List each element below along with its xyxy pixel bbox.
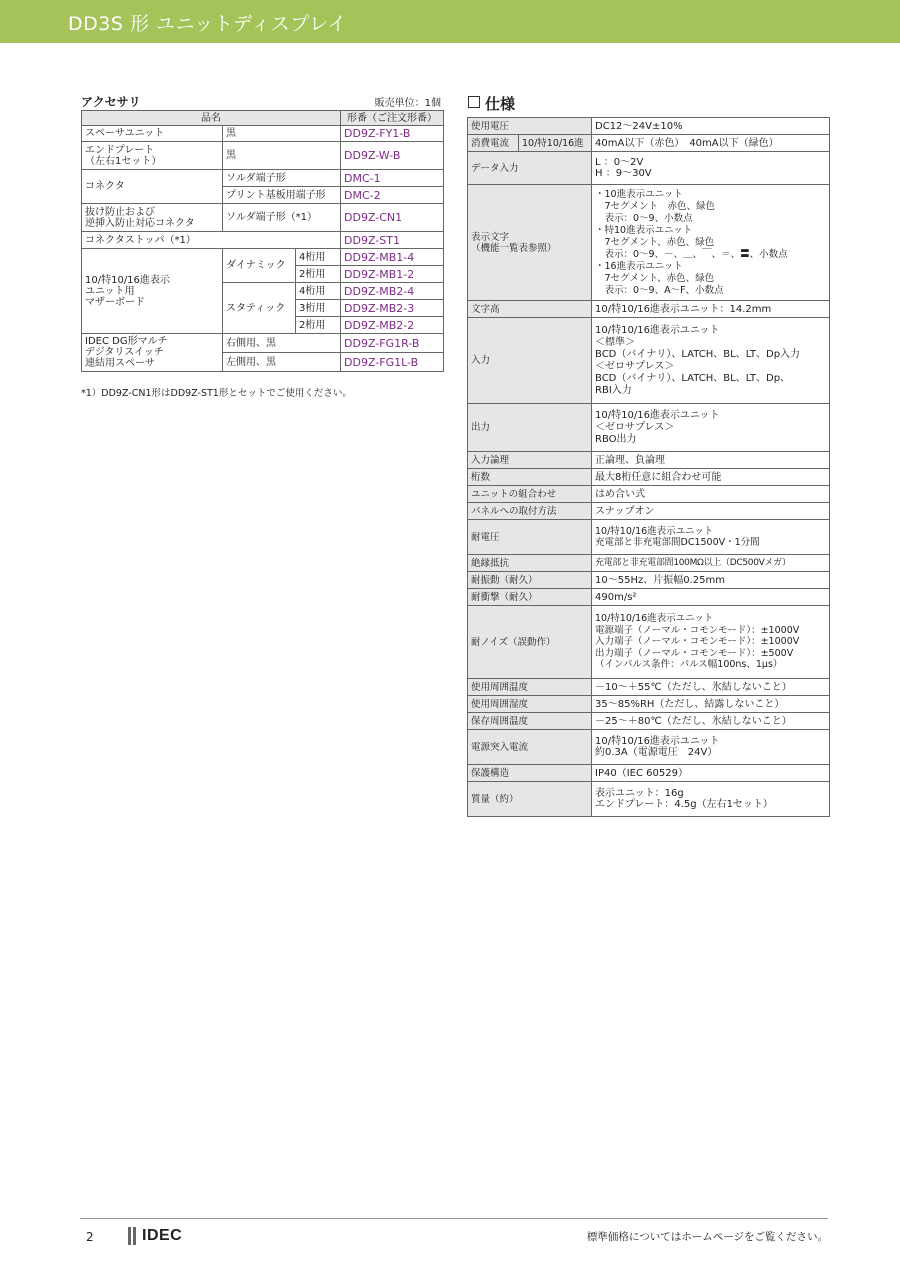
sales-unit: 販売単位：1個 [374, 98, 441, 109]
page-number: 2 [86, 1230, 94, 1244]
spec-value: 10～55Hz、片振幅0.25mm [592, 572, 830, 589]
spec-key: 使用周囲温度 [468, 679, 592, 696]
logo-bar [128, 1227, 131, 1245]
spec-value: －25～＋80℃（ただし、氷結しないこと） [592, 713, 830, 730]
spec-value: 最大8桁任意に組合わせ可能 [592, 469, 830, 486]
spec-heading [468, 93, 515, 114]
spec-value: 10/特10/16進表示ユニット 電源端子（ノーマル・コモンモード）：±1000V 入力端子（ノーマル・コモンモード）：±1000V 出力端子（ノーマル・コモンモード）：±500V （インパルス条件：パルス幅100ns、1μs） [592, 606, 830, 679]
logo-wordmark: IDEC [142, 1227, 183, 1244]
spec-value: DC12～24V±10% [592, 118, 830, 135]
spec-key: 文字高 [468, 301, 592, 318]
item-name: コネクタ [82, 170, 223, 204]
col-header-name: 品名 [82, 111, 341, 126]
item-code: DD9Z-MB2-2 [341, 317, 444, 334]
spec-value: 490m/s² [592, 589, 830, 606]
col-header-code: 形番（ご注文形番） [341, 111, 444, 126]
item-name: スペーサユニット [82, 126, 223, 142]
item-code: DD9Z-W-B [341, 142, 444, 170]
item-name: 抜け防止および 逆挿入防止対応コネクタ [82, 204, 223, 232]
spec-value: 10/特10/16進表示ユニット 約0.3A（電源電圧 24V） [592, 730, 830, 765]
spec-key: 桁数 [468, 469, 592, 486]
spec-key: 質量（約） [468, 782, 592, 817]
item-code: DD9Z-MB1-4 [341, 249, 444, 266]
item-code: DD9Z-MB1-2 [341, 266, 444, 283]
spec-key: パネルへの取付方法 [468, 503, 592, 520]
footer-note: 標準価格についてはホームページをご覧ください。 [586, 1231, 828, 1243]
spec-value: はめ合い式 [592, 486, 830, 503]
footer-divider [80, 1218, 828, 1219]
spec-value: 正論理、負論理 [592, 452, 830, 469]
item-spec: プリント基板用端子形 [223, 187, 341, 204]
spec-value: L ：0～2V H ：9～30V [592, 152, 830, 185]
spec-key: データ入力 [468, 152, 592, 185]
item-spec: 黒 [223, 142, 341, 170]
digit-count: 3桁用 [296, 300, 341, 317]
spec-key: 消費電流 [468, 135, 519, 152]
spec-key: 使用電圧 [468, 118, 592, 135]
checkbox-square-icon [468, 96, 480, 108]
item-code: DMC-2 [341, 187, 444, 204]
spec-key: 入力論理 [468, 452, 592, 469]
spec-value: 40mA以下（赤色） 40mA以下（緑色） [592, 135, 830, 152]
item-spec: ソルダ端子形 [223, 170, 341, 187]
page-title: DD3S 形 ユニットディスプレイ [68, 13, 347, 35]
spec-value: 10/特10/16進表示ユニット：14.2mm [592, 301, 830, 318]
type-dynamic: ダイナミック [223, 249, 296, 283]
spec-key: ユニットの組合わせ [468, 486, 592, 503]
item-spec: 右側用、黒 [223, 334, 341, 353]
item-name: IDEC DG形マルチ デジタリスイッチ 連結用スペーサ [82, 334, 223, 372]
spec-key: 保存周囲温度 [468, 713, 592, 730]
digit-count: 4桁用 [296, 249, 341, 266]
spec-key: 耐衝撃（耐久） [468, 589, 592, 606]
accessory-footnote: *1）DD9Z-CN1形はDD9Z-ST1形とセットでご使用ください。 [81, 388, 352, 399]
item-code: DMC-1 [341, 170, 444, 187]
spec-key: 入力 [468, 318, 592, 404]
spec-key: 出力 [468, 404, 592, 452]
spec-key: 絶縁抵抗 [468, 555, 592, 572]
spec-table [467, 117, 830, 817]
item-code: DD9Z-FG1R-B [341, 334, 444, 353]
spec-key: 耐ノイズ（誤動作） [468, 606, 592, 679]
spec-key: 耐電圧 [468, 520, 592, 555]
spec-title: 仕様 [485, 95, 516, 113]
item-code: DD9Z-ST1 [341, 232, 444, 249]
item-code: DD9Z-MB2-4 [341, 283, 444, 300]
spec-value: IP40（IEC 60529） [592, 765, 830, 782]
spec-value: スナップオン [592, 503, 830, 520]
spec-key: 表示文字 （機能一覧表参照） [468, 185, 592, 301]
spec-key: 使用周囲湿度 [468, 696, 592, 713]
spec-subkey: 10/特10/16進 [519, 135, 592, 152]
item-code: DD9Z-MB2-3 [341, 300, 444, 317]
digit-count: 4桁用 [296, 283, 341, 300]
spec-value: 35～85%RH（ただし、結露しないこと） [592, 696, 830, 713]
item-spec: ソルダ端子形（*1） [223, 204, 341, 232]
header-bar [0, 0, 900, 43]
type-static: スタティック [223, 283, 296, 334]
spec-value: ・10進表示ユニット 7セグメント 赤色、緑色 表示：0～9、小数点 ・特10進表示ユニット 7セグメント、赤色、緑色 表示：0～9、－、＿、￣、＝、〓、小数点 ・16進表示ユニット 7セグメント、赤色、緑色 表示：0～9、A～F、小数点 [592, 185, 830, 301]
logo-bar [133, 1227, 136, 1245]
item-spec: 左側用、黒 [223, 353, 341, 372]
spec-value: 10/特10/16進表示ユニット 充電部と非充電部間DC1500V・1分間 [592, 520, 830, 555]
item-code: DD9Z-CN1 [341, 204, 444, 232]
spec-value: 充電部と非充電部間100MΩ以上（DC500Vメガ） [592, 555, 830, 572]
spec-value: －10～＋55℃（ただし、氷結しないこと） [592, 679, 830, 696]
spec-value: 10/特10/16進表示ユニット ＜ゼロサプレス＞ RBO出力 [592, 404, 830, 452]
accessory-table [81, 110, 444, 372]
spec-key: 電源突入電流 [468, 730, 592, 765]
item-code: DD9Z-FG1L-B [341, 353, 444, 372]
spec-key: 耐振動（耐久） [468, 572, 592, 589]
spec-value: 10/特10/16進表示ユニット ＜標準＞ BCD（バイナリ）、LATCH、BL、LT、Dp入力 ＜ゼロサプレス＞ BCD（バイナリ）、LATCH、BL、LT、Dp、 RBI入力 [592, 318, 830, 404]
item-spec: 黒 [223, 126, 341, 142]
item-name: コネクタストッパ（*1） [82, 232, 341, 249]
item-name: 10/特10/16進表示 ユニット用 マザーボード [82, 249, 223, 334]
accessory-heading [81, 93, 443, 109]
item-code: DD9Z-FY1-B [341, 126, 444, 142]
digit-count: 2桁用 [296, 317, 341, 334]
spec-value: 表示ユニット：16g エンドプレート：4.5g（左右1セット） [592, 782, 830, 817]
spec-key: 保護構造 [468, 765, 592, 782]
item-name: エンドプレート （左右1セット） [82, 142, 223, 170]
accessory-title: アクセサリ [81, 95, 141, 109]
digit-count: 2桁用 [296, 266, 341, 283]
